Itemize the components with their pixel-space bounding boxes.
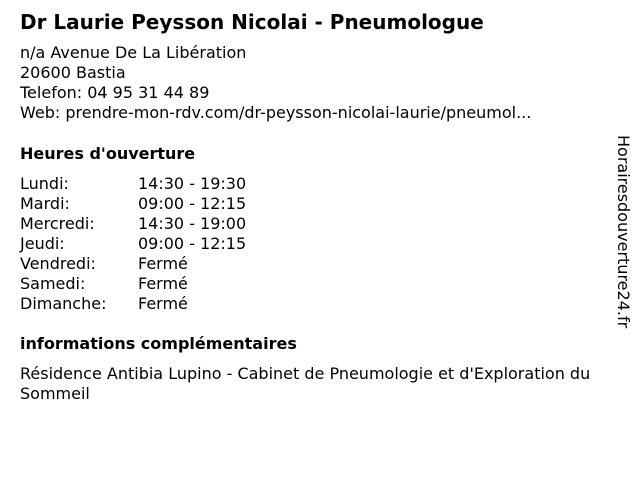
time-value: 09:00 - 12:15 <box>138 194 247 213</box>
website-link[interactable]: Web: prendre-mon-rdv.com/dr-peysson-nicolai-laurie/pneumol... <box>20 103 532 122</box>
hours-row-friday <box>20 254 246 274</box>
opening-hours-table <box>20 174 246 314</box>
page-title: Dr Laurie Peysson Nicolai - Pneumologue <box>20 10 484 34</box>
hours-row-saturday <box>20 274 246 294</box>
watermark <box>612 135 634 345</box>
day-label: Mardi: <box>20 194 70 213</box>
address-block <box>20 43 531 123</box>
day-label: Samedi: <box>20 274 86 293</box>
day-label: Jeudi: <box>20 234 65 253</box>
time-value: 09:00 - 12:15 <box>138 234 247 253</box>
hours-row-tuesday <box>20 194 246 214</box>
hours-row-monday <box>20 174 246 194</box>
hours-row-thursday <box>20 234 246 254</box>
street-address: n/a Avenue De La Libération <box>20 43 247 62</box>
time-value: Fermé <box>138 254 188 273</box>
watermark-text: Horairesdouverture24.fr <box>614 135 633 329</box>
hours-row-sunday <box>20 294 246 314</box>
day-label: Mercredi: <box>20 214 95 233</box>
day-label: Vendredi: <box>20 254 96 273</box>
day-label: Dimanche: <box>20 294 107 313</box>
time-value: Fermé <box>138 294 188 313</box>
hours-row-wednesday <box>20 214 246 234</box>
opening-hours-heading: Heures d'ouverture <box>20 144 196 163</box>
additional-info-text: Résidence Antibia Lupino - Cabinet de Pneumologie et d'Exploration du Sommeil <box>20 364 591 403</box>
additional-info-heading: informations complémentaires <box>20 334 297 353</box>
time-value: Fermé <box>138 274 188 293</box>
city-postal: 20600 Bastia <box>20 63 126 82</box>
time-value: 14:30 - 19:30 <box>138 174 247 193</box>
time-value: 14:30 - 19:00 <box>138 214 247 233</box>
day-label: Lundi: <box>20 174 69 193</box>
phone-number[interactable]: Telefon: 04 95 31 44 89 <box>20 83 210 102</box>
